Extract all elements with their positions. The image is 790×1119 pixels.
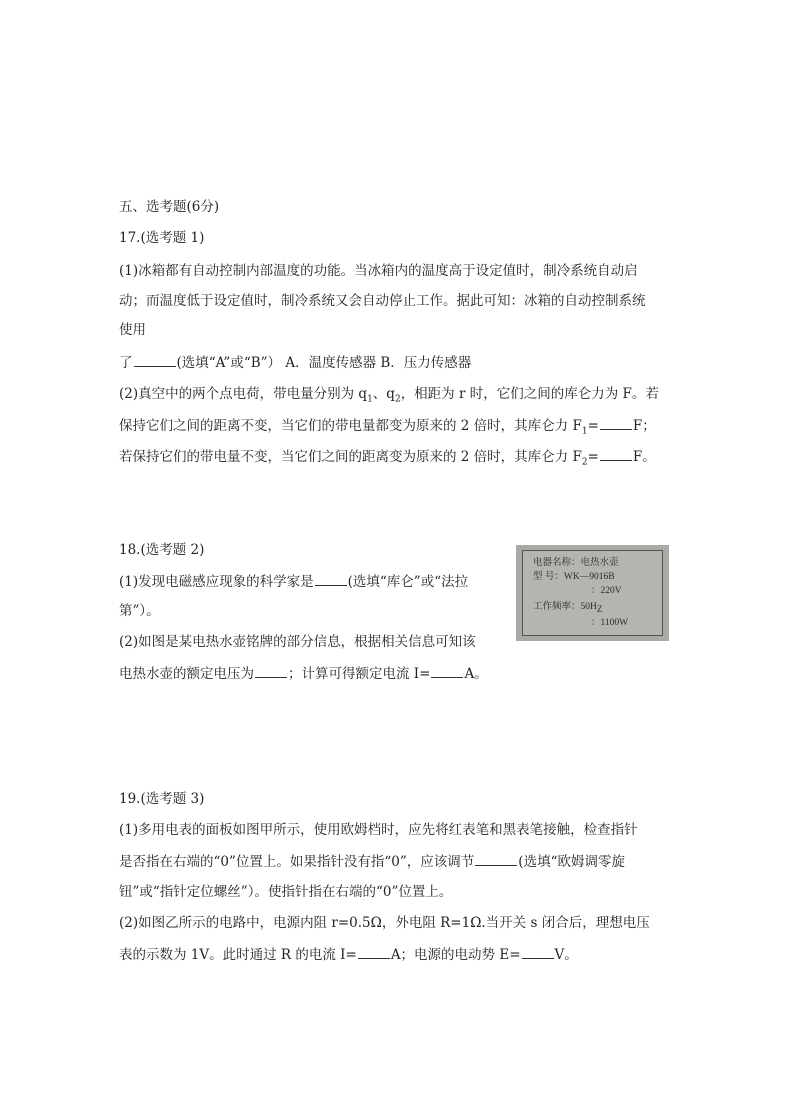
- q17-f1-equals: =: [587, 418, 599, 434]
- q18-part2-line1: (2)如图是某电热水壶铭牌的部分信息，根据相关信息可知该: [119, 634, 476, 650]
- q17-part1-line1: (1)冰箱都有自动控制内部温度的功能。当冰箱内的温度高于设定值时，制冷系统自动启: [119, 263, 638, 279]
- q19-part1-text: 是否指在右端的“0”位置上。如果指针没有指“0”，应该调节: [119, 854, 475, 870]
- q19-answer-blank-2[interactable]: [358, 944, 390, 959]
- q18-part1-options: (选填“库仑”或“法拉: [347, 574, 469, 590]
- q17-part2-line3-text: 若保持它们的带电量不变，当它们之间的距离变为原来的 2 倍时，其库仑力 F: [119, 449, 582, 465]
- q17-q1-subscript: 1: [367, 394, 373, 405]
- q18-heading: 18.(选考题 2): [119, 542, 205, 558]
- q18-current-unit: A。: [464, 666, 488, 682]
- q18-answer-blank-2[interactable]: [255, 663, 287, 678]
- q18-voltage-text: 电热水壶的额定电压为: [119, 666, 254, 682]
- q17-part2-text-b: 、q: [372, 386, 395, 402]
- q17-heading: 17.(选考题 1): [119, 230, 205, 246]
- q17-f1-subscript: 1: [581, 426, 588, 437]
- nameplate-row-model: 型 号：WK—9016B: [533, 572, 615, 582]
- q19-emf-unit: V。: [554, 947, 578, 963]
- nameplate-row-frequency: [533, 601, 602, 613]
- nameplate-row-name: 电器名称：电热水壶: [533, 558, 619, 568]
- nameplate-frame: [522, 550, 663, 636]
- q19-part1-line1: (1)多用电表的面板如图甲所示，使用欧姆档时，应先将红表笔和黑表笔接触，检查指针: [119, 822, 638, 838]
- q18-part2-line2: [119, 663, 488, 684]
- q17-part2-line1: [119, 384, 659, 404]
- q19-emf-text: A；电源的电动势 E=: [390, 947, 521, 963]
- q17-f2-subscript: 2: [581, 457, 588, 468]
- q17-part2-line3: [119, 446, 656, 467]
- q19-answer-blank-1[interactable]: [475, 851, 517, 866]
- q19-part2-line2: [119, 944, 578, 965]
- q17-answer-blank-3[interactable]: [600, 446, 632, 461]
- q17-part2-text-a: (2)真空中的两个点电荷，带电量分别为 q: [119, 386, 368, 402]
- q19-answer-blank-3[interactable]: [522, 944, 554, 959]
- q19-part1-line3: 钮”或“指针定位螺丝”）。使指针指在右端的“0”位置上。: [119, 884, 453, 900]
- q17-answer-blank-1[interactable]: [134, 352, 176, 367]
- q17-part1-line4: [119, 352, 471, 373]
- q17-part1-line3: 使用: [119, 322, 146, 338]
- q17-q2-subscript: 2: [394, 394, 401, 405]
- q17-part1-prefix: 了: [119, 355, 133, 371]
- q19-current-text: 表的示数为 1V。此时通过 R 的电流 I=: [119, 947, 357, 963]
- q18-part1-text: (1)发现电磁感应现象的科学家是: [119, 574, 314, 590]
- q17-part1-line2: 动；而温度低于设定值时，制冷系统又会自动停止工作。据此可知：冰箱的自动控制系统: [119, 293, 646, 309]
- q19-part1-line2: [119, 851, 625, 872]
- q19-heading: 19.(选考题 3): [119, 791, 205, 807]
- nameplate-frequency-subscript: Z: [596, 603, 603, 614]
- q17-part2-line2-text: 保持它们之间的距离不变，当它们的带电量都变为原来的 2 倍时，其库仑力 F: [119, 418, 582, 434]
- q18-answer-blank-1[interactable]: [315, 571, 347, 586]
- q18-answer-blank-3[interactable]: [431, 663, 463, 678]
- q17-part2-text-c: ，相距为 r 时，它们之间的库仑力为 F。若: [400, 386, 659, 402]
- q17-f2-equals: =: [587, 449, 599, 465]
- kettle-nameplate-image: [516, 545, 669, 641]
- nameplate-row-power: ：1100W: [591, 618, 629, 628]
- q17-f1-unit: F；: [632, 418, 656, 434]
- q17-f2-unit: F。: [632, 449, 656, 465]
- q19-part1-options: (选填“欧姆调零旋: [518, 854, 625, 870]
- q19-part2-line1: (2)如图乙所示的电路中，电源内阻 r=0.5Ω，外电阻 R=1Ω.当开关 s 闭合后，理想电压: [119, 915, 650, 931]
- q18-part1-line1: [119, 571, 468, 592]
- q18-current-text: ；计算可得额定电流 I=: [288, 666, 431, 682]
- section-title: 五、选考题(6分): [119, 199, 220, 215]
- q18-part1-line2: 第”）。: [119, 603, 160, 619]
- q17-part1-options: (选填“A”或“B”） A．温度传感器 B．压力传感器: [176, 355, 472, 371]
- q17-part2-line2: [119, 415, 656, 436]
- nameplate-row-voltage: ：220V: [591, 586, 622, 596]
- q17-answer-blank-2[interactable]: [600, 415, 632, 430]
- nameplate-frequency-text: 工作频率：50H: [533, 602, 597, 612]
